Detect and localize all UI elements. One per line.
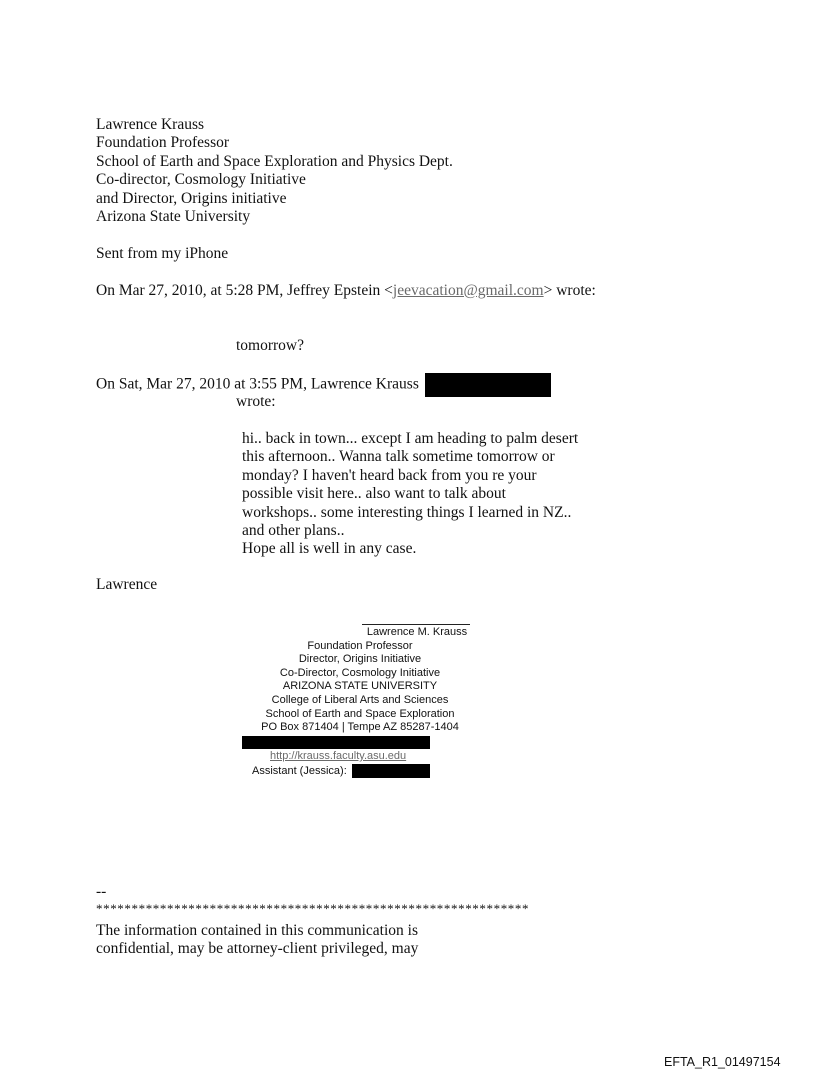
signature-card-line: Foundation Professor xyxy=(307,639,413,652)
redaction-box xyxy=(242,736,430,749)
epstein-quote-header xyxy=(96,282,596,300)
signature-card-url xyxy=(270,750,406,764)
krauss-quote-header-wrote: wrote: xyxy=(236,393,276,410)
message-line: hi.. back in town... except I am heading to palm desert xyxy=(242,430,579,447)
assistant-line xyxy=(252,764,430,779)
signature-card-line: PO Box 871404 | Tempe AZ 85287-1404 xyxy=(261,721,459,734)
signature-line: Foundation Professor xyxy=(96,134,230,152)
message-line: workshops.. some interesting things I learned in NZ.. xyxy=(242,503,572,521)
krauss-quote-header-text: On Sat, Mar 27, 2010 at 3:55 PM, Lawrence Krauss xyxy=(96,375,419,393)
signature-line: School of Earth and Space Exploration and Physics Dept. xyxy=(96,152,453,170)
epstein-message: tomorrow? xyxy=(236,337,305,354)
email-link[interactable]: jeevacation@gmail.com xyxy=(392,282,544,299)
signature-line: Lawrence Krauss xyxy=(96,116,205,133)
krauss-quote-header xyxy=(96,373,551,397)
signature-card-line: Director, Origins Initiative xyxy=(298,653,422,666)
signature-line: and Director, Origins initiative xyxy=(96,189,287,207)
signature-line: Arizona State University xyxy=(96,208,251,226)
disclaimer-line: confidential, may be attorney-client privileged, may xyxy=(96,940,419,958)
signature-block xyxy=(96,116,453,226)
disclaimer xyxy=(96,922,418,959)
signature-card-line: Co-Director, Cosmology Initiative xyxy=(279,666,441,679)
quote-header-prefix: On Mar 27, 2010, at 5:28 PM, Jeffrey Epstein < xyxy=(96,282,393,299)
redaction-box xyxy=(352,764,430,778)
quote-header-suffix: > wrote: xyxy=(543,282,596,299)
signature-card-name: Lawrence M. Krauss xyxy=(366,626,468,638)
krauss-message xyxy=(242,430,578,559)
message-line: this afternoon.. Wanna talk sometime tomorrow or xyxy=(242,448,555,466)
signature-card-line: School of Earth and Space Exploration xyxy=(265,707,455,720)
redaction-box xyxy=(425,373,551,397)
sign-off: Lawrence xyxy=(96,576,158,593)
disclaimer-line: The information contained in this communication is xyxy=(96,922,418,939)
message-line: and other plans.. xyxy=(242,522,345,540)
signature-rule xyxy=(362,624,470,625)
message-line: possible visit here.. also want to talk about xyxy=(242,485,506,503)
signature-card xyxy=(200,626,520,735)
separator-dashes: -- xyxy=(96,883,107,900)
separator-stars: ************************************************************* xyxy=(96,901,530,916)
signature-card-line: ARIZONA STATE UNIVERSITY xyxy=(282,680,438,693)
sent-from-line: Sent from my iPhone xyxy=(96,245,229,262)
document-id: EFTA_R1_01497154 xyxy=(664,1055,781,1069)
signature-line: Co-director, Cosmology Initiative xyxy=(96,171,306,189)
url-link[interactable]: http://krauss.faculty.asu.edu xyxy=(270,750,407,762)
assistant-label: Assistant (Jessica): xyxy=(252,764,347,777)
message-line: monday? I haven't heard back from you re your xyxy=(242,466,537,484)
message-line: Hope all is well in any case. xyxy=(242,540,417,558)
signature-card-line: College of Liberal Arts and Sciences xyxy=(271,693,449,706)
